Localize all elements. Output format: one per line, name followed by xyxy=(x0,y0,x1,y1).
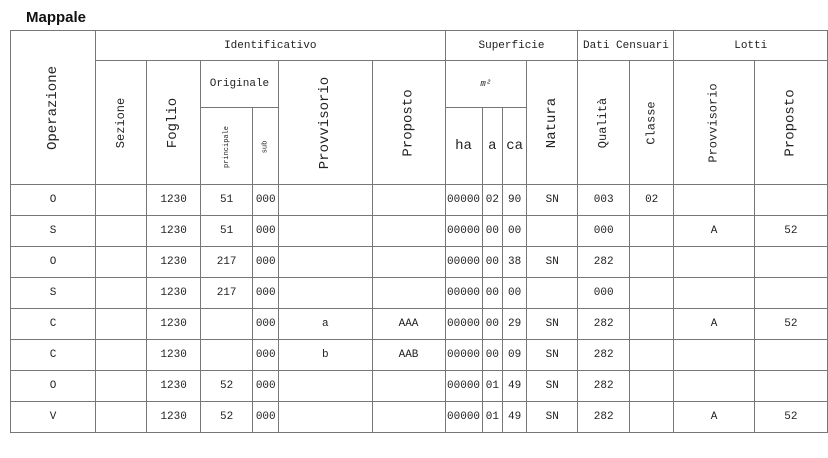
header-superficie: Superficie xyxy=(445,31,578,61)
cell-principale xyxy=(200,309,253,340)
table-row xyxy=(11,371,828,402)
cell-lotti-proposto xyxy=(754,247,827,278)
cell-a: 02 xyxy=(482,185,503,216)
table-row xyxy=(11,340,828,371)
cell-operazione: O xyxy=(11,185,96,216)
cell-provvisorio xyxy=(279,402,372,433)
cell-natura: SN xyxy=(527,185,578,216)
cell-ca: 00 xyxy=(503,216,527,247)
table-row xyxy=(11,402,828,433)
cell-natura: SN xyxy=(527,340,578,371)
cell-classe xyxy=(629,278,674,309)
cell-lotti-provvisorio xyxy=(674,340,754,371)
cell-a: 00 xyxy=(482,340,503,371)
cell-lotti-proposto xyxy=(754,185,827,216)
table-body xyxy=(11,185,828,433)
cell-classe xyxy=(629,309,674,340)
cell-foglio: 1230 xyxy=(147,402,200,433)
cell-provvisorio xyxy=(279,216,372,247)
cell-sezione xyxy=(96,185,147,216)
cell-classe xyxy=(629,216,674,247)
cell-proposto: AAB xyxy=(372,340,445,371)
cell-ca: 38 xyxy=(503,247,527,278)
header-natura: Natura xyxy=(527,61,578,185)
cell-provvisorio xyxy=(279,185,372,216)
cell-sezione xyxy=(96,216,147,247)
cell-sub: 000 xyxy=(253,309,279,340)
header-principale: principale xyxy=(200,108,253,185)
cell-principale: 52 xyxy=(200,371,253,402)
cell-ca: 09 xyxy=(503,340,527,371)
cell-proposto xyxy=(372,371,445,402)
table-row xyxy=(11,247,828,278)
cell-ha: 00000 xyxy=(445,340,482,371)
cell-a: 01 xyxy=(482,371,503,402)
cell-sub: 000 xyxy=(253,216,279,247)
header-qualita: Qualità xyxy=(578,61,629,185)
cell-lotti-provvisorio: A xyxy=(674,402,754,433)
cell-natura: SN xyxy=(527,309,578,340)
cell-qualita: 282 xyxy=(578,371,629,402)
cell-ha: 00000 xyxy=(445,309,482,340)
cell-principale xyxy=(200,340,253,371)
cell-sezione xyxy=(96,371,147,402)
header-classe: Classe xyxy=(629,61,674,185)
cell-operazione: S xyxy=(11,278,96,309)
header-m2: m² xyxy=(445,61,527,108)
cell-operazione: O xyxy=(11,371,96,402)
header-identificativo: Identificativo xyxy=(96,31,446,61)
cell-operazione: C xyxy=(11,340,96,371)
cell-a: 00 xyxy=(482,216,503,247)
cell-classe xyxy=(629,247,674,278)
table-row xyxy=(11,309,828,340)
cell-sub: 000 xyxy=(253,247,279,278)
cell-a: 00 xyxy=(482,309,503,340)
cell-qualita: 000 xyxy=(578,278,629,309)
cell-classe: 02 xyxy=(629,185,674,216)
cell-lotti-provvisorio: A xyxy=(674,309,754,340)
cell-ca: 49 xyxy=(503,402,527,433)
cell-principale: 51 xyxy=(200,185,253,216)
cell-principale: 217 xyxy=(200,278,253,309)
cell-a: 01 xyxy=(482,402,503,433)
cell-proposto xyxy=(372,216,445,247)
cell-ca: 49 xyxy=(503,371,527,402)
cell-lotti-proposto: 52 xyxy=(754,216,827,247)
cell-lotti-proposto xyxy=(754,340,827,371)
header-ca: ca xyxy=(503,108,527,185)
cell-proposto xyxy=(372,278,445,309)
header-a: a xyxy=(482,108,503,185)
cell-ha: 00000 xyxy=(445,371,482,402)
cell-foglio: 1230 xyxy=(147,185,200,216)
cell-operazione: V xyxy=(11,402,96,433)
cell-foglio: 1230 xyxy=(147,216,200,247)
cell-foglio: 1230 xyxy=(147,247,200,278)
cell-sub: 000 xyxy=(253,278,279,309)
cell-foglio: 1230 xyxy=(147,371,200,402)
cell-ha: 00000 xyxy=(445,247,482,278)
header-lotti-provvisorio: Provvisorio xyxy=(674,61,754,185)
cell-lotti-provvisorio xyxy=(674,247,754,278)
cell-principale: 217 xyxy=(200,247,253,278)
table-header xyxy=(11,31,828,185)
header-sub: sub xyxy=(253,108,279,185)
cell-lotti-proposto xyxy=(754,278,827,309)
cell-lotti-proposto: 52 xyxy=(754,309,827,340)
cell-ca: 29 xyxy=(503,309,527,340)
cell-ca: 90 xyxy=(503,185,527,216)
cell-lotti-proposto: 52 xyxy=(754,402,827,433)
cell-operazione: O xyxy=(11,247,96,278)
cell-natura: SN xyxy=(527,402,578,433)
cell-a: 00 xyxy=(482,247,503,278)
cell-ha: 00000 xyxy=(445,216,482,247)
section-title: Mappale xyxy=(26,9,87,26)
header-sezione: Sezione xyxy=(96,61,147,185)
cell-provvisorio xyxy=(279,278,372,309)
cell-qualita: 003 xyxy=(578,185,629,216)
cell-provvisorio: b xyxy=(279,340,372,371)
cell-proposto: AAA xyxy=(372,309,445,340)
cell-a: 00 xyxy=(482,278,503,309)
cell-sub: 000 xyxy=(253,402,279,433)
cell-foglio: 1230 xyxy=(147,278,200,309)
mappale-table xyxy=(10,30,828,433)
header-lotti-proposto: Proposto xyxy=(754,61,827,185)
cell-principale: 51 xyxy=(200,216,253,247)
cell-qualita: 282 xyxy=(578,402,629,433)
table-row xyxy=(11,185,828,216)
cell-lotti-provvisorio xyxy=(674,185,754,216)
cell-sezione xyxy=(96,340,147,371)
cell-provvisorio xyxy=(279,247,372,278)
cell-sub: 000 xyxy=(253,371,279,402)
table-row xyxy=(11,216,828,247)
header-proposto: Proposto xyxy=(372,61,445,185)
header-lotti: Lotti xyxy=(674,31,828,61)
cell-classe xyxy=(629,402,674,433)
cell-proposto xyxy=(372,185,445,216)
cell-qualita: 282 xyxy=(578,309,629,340)
cell-natura xyxy=(527,216,578,247)
cell-lotti-provvisorio xyxy=(674,371,754,402)
header-originale: Originale xyxy=(200,61,278,108)
cell-foglio: 1230 xyxy=(147,340,200,371)
header-dati-censuari: Dati Censuari xyxy=(578,31,674,61)
cell-sub: 000 xyxy=(253,185,279,216)
cell-sezione xyxy=(96,247,147,278)
cell-sezione xyxy=(96,309,147,340)
cell-classe xyxy=(629,340,674,371)
cell-ha: 00000 xyxy=(445,278,482,309)
cell-provvisorio xyxy=(279,371,372,402)
cell-sub: 000 xyxy=(253,340,279,371)
table-row xyxy=(11,278,828,309)
cell-natura: SN xyxy=(527,371,578,402)
cell-lotti-proposto xyxy=(754,371,827,402)
cell-foglio: 1230 xyxy=(147,309,200,340)
cell-proposto xyxy=(372,247,445,278)
header-ha: ha xyxy=(445,108,482,185)
cell-ha: 00000 xyxy=(445,185,482,216)
cell-qualita: 282 xyxy=(578,247,629,278)
cell-sezione xyxy=(96,402,147,433)
header-operazione: Operazione xyxy=(11,31,96,185)
cell-provvisorio: a xyxy=(279,309,372,340)
cell-operazione: C xyxy=(11,309,96,340)
header-foglio: Foglio xyxy=(147,61,200,185)
cell-proposto xyxy=(372,402,445,433)
cell-natura xyxy=(527,278,578,309)
cell-natura: SN xyxy=(527,247,578,278)
cell-sezione xyxy=(96,278,147,309)
cell-principale: 52 xyxy=(200,402,253,433)
cell-qualita: 282 xyxy=(578,340,629,371)
cell-lotti-provvisorio: A xyxy=(674,216,754,247)
header-provvisorio: Provvisorio xyxy=(279,61,372,185)
cell-qualita: 000 xyxy=(578,216,629,247)
cell-classe xyxy=(629,371,674,402)
cell-lotti-provvisorio xyxy=(674,278,754,309)
cell-operazione: S xyxy=(11,216,96,247)
cell-ca: 00 xyxy=(503,278,527,309)
cell-ha: 00000 xyxy=(445,402,482,433)
